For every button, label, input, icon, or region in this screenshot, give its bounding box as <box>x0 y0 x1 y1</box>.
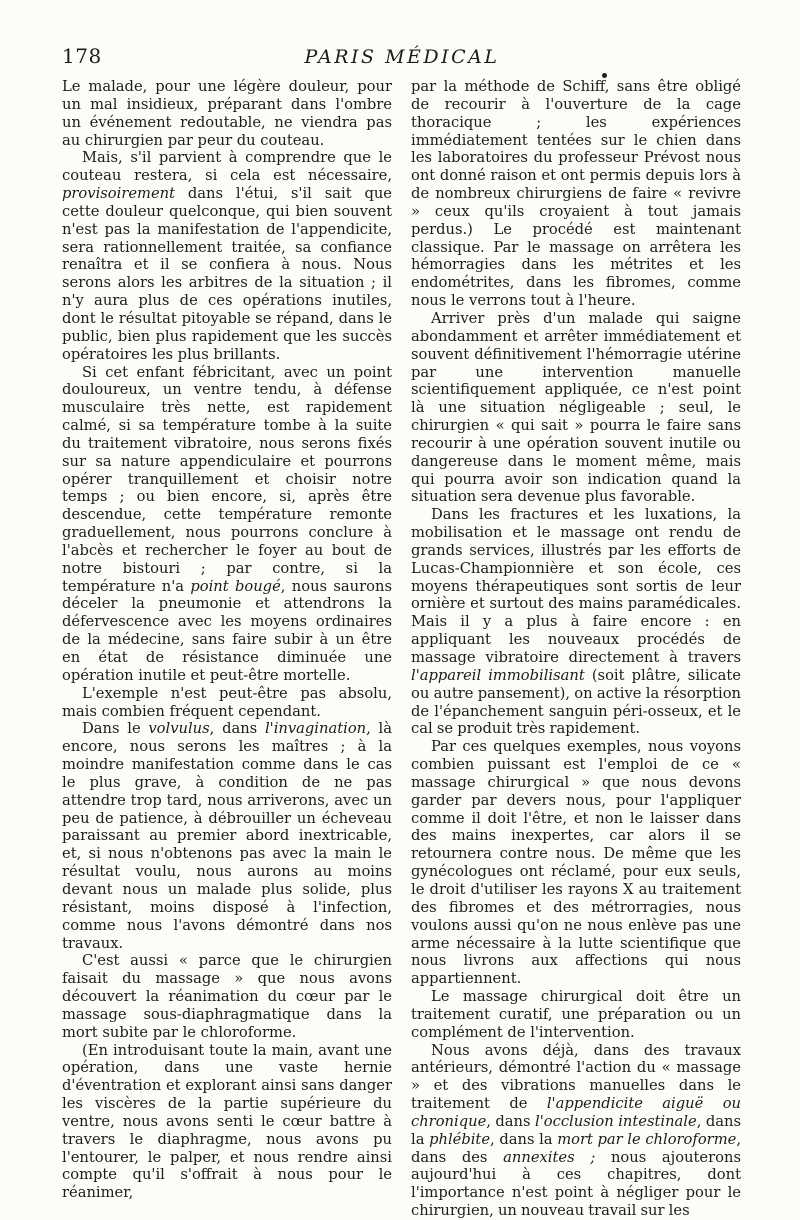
paragraph: Dans les fractures et les luxations, la mobilisation et le massage ont rendu de grands services, illustrés par les efforts de Lucas-Championnière et son école, ces moyens thérapeutiques sont sortis de leur ornière et surtout des mains paramédicales. Mais il y a plus à faire encore : en appliquant les nouveaux procédés de massage vibratoire directement à travers l'appareil immobilisant (soit plâtre, silicate ou autre pansement), on active la résorption de l'épanchement sanguin péri-osseux, et le cal se produit très rapidement. <box>411 506 741 738</box>
paragraph: L'exemple n'est peut-être pas absolu, mais combien fréquent cependant. <box>62 684 392 720</box>
italic-text: l'occlusion intestinale <box>535 1112 697 1130</box>
paragraph: Dans le volvulus, dans l'invagination, là encore, nous serons les maîtres ; à la moindre manifestation comme dans le cas le plus grave, à condition de ne pas attendre trop tard, nous arriverons, avec un peu de patience, à débrouiller un écheveau paraissant au premier abord inextricable, et, si nous n'obtenons pas avec la main le résultat voulu, nous aurons au moins devant nous un malade plus solide, plus résistant, moins disposé à l'infection, comme nous l'avons démontré dans nos travaux. <box>62 720 392 952</box>
italic-text: provisoirement <box>62 185 176 203</box>
running-title: PARIS MÉDICAL <box>304 46 500 68</box>
paragraph: C'est aussi « parce que le chirurgien faisait du massage » que nous avons découvert la réanimation du cœur par le massage sous-diaphragmatique dans la mort subite par le chloroforme. <box>62 952 392 1041</box>
italic-text: l'appendicite aiguë ou chronique <box>411 1095 741 1130</box>
italic-text: point bougé <box>190 577 281 595</box>
paragraph: Par ces quelques exemples, nous voyons combien puissant est l'emploi de ce « massage chirurgical » que nous devons garder par devers nous, pour l'appliquer comme il doit l'être, et non le laisser dans des mains inexpertes, car alors il se retournera contre nous. De même que les gynécologues ont réclamé, pour eux seuls, le droit d'utiliser les rayons X au traitement des fibromes et des métrorragies, nous voulons aussi qu'on ne nous enlève pas une arme nécessaire à la lutte scientifique que nous livrons aux affections qui nous appartiennent. <box>411 738 741 988</box>
italic-text: annexites ; <box>503 1148 596 1166</box>
right-column <box>411 78 741 1220</box>
paragraph: (En introduisant toute la main, avant une opération, dans une vaste hernie d'éventration et explorant ainsi sans danger les viscères de la partie supérieure du ventre, nous avons senti le cœur battre à travers le diaphragme, nous avons pu l'entourer, le palper, et nous rendre ainsi compte qu'il s'offrait à nous pour le réanimer, <box>62 1041 392 1202</box>
paragraph: Si cet enfant fébricitant, avec un point douloureux, un ventre tendu, à défense musculaire très nette, est rapidement calmé, si sa température tombe à la suite du traitement vibratoire, nous serons fixés sur sa nature appendiculaire et pourrons opérer tranquillement et choisir notre temps ; ou bien encore, si, après être descendue, cette température remonte graduellement, nous pourrons conclure à l'abcès et rechercher le foyer au bout de notre bistouri ; par contre, si la température n'a point bougé, nous saurons déceler la pneumonie et attendrons la défervescence avec les moyens ordinaires de la médecine, sans faire subir à un être en état de résistance diminuée une opération inutile et peut-être mortelle. <box>62 363 392 684</box>
page-number: 178 <box>62 44 102 68</box>
paragraph: Le malade, pour une légère douleur, pour un mal insidieux, préparant dans l'ombre un événement redoutable, ne viendra pas au chirurgien par peur du couteau. <box>62 78 392 149</box>
paragraph: Nous avons déjà, dans des travaux antérieurs, démontré l'action du « massage » et des vibrations manuelles dans le traitement de l'appendicite aiguë ou chronique, dans l'occlusion intestinale, dans la phlébite, dans la mort par le chloroforme, dans des annexites ; nous ajouterons aujourd'hui à ces chapitres, dont l'importance n'est point à négliger pour le chirurgien, un nouveau travail sur les <box>411 1041 741 1220</box>
italic-text: l'appareil immobilisant <box>411 666 585 684</box>
page-header <box>62 44 742 80</box>
paragraph: par la méthode de Schiff, sans être obligé de recourir à l'ouverture de la cage thoracique ; les expériences immédiatement tentées sur le chien dans les laboratoires du professeur Prévost nous ont donné raison et ont permis depuis lors à de nombreux chirurgiens de faire « revivre » ceux qu'ils croyaient à tout jamais perdus.) Le procédé est maintenant classique. Par le massage on arrêtera les hémorragies dans les métrites et les endométrites, dans les fibromes, comme nous le verrons tout à l'heure. <box>411 78 741 310</box>
left-column <box>62 78 392 1202</box>
italic-text: volvulus <box>148 720 210 738</box>
italic-text: mort par le chloroforme <box>557 1130 737 1148</box>
italic-text: phlébite <box>429 1130 491 1148</box>
paragraph: Mais, s'il parvient à comprendre que le couteau restera, si cela est nécessaire, provisoirement dans l'étui, s'il sait que cette douleur quelconque, qui bien souvent n'est pas la manifestation de l'appendicite, sera rationnellement traitée, sa confiance renaîtra et il se confiera à nous. Nous serons alors les arbitres de la situation ; il n'y aura plus de ces opérations inutiles, dont le résultat pitoyable se répand, dans le public, bien plus rapidement que les succès opératoires les plus brillants. <box>62 149 392 363</box>
paragraph: Arriver près d'un malade qui saigne abondamment et arrêter immédiatement et souvent définitivement l'hémorragie utérine par une intervention manuelle scientifiquement appliquée, ce n'est point là une situation négligeable ; seul, le chirurgien « qui sait » pourra le faire sans recourir à une opération souvent inutile ou dangereuse dans le moment même, mais qui pourra avoir son indication quand la situation sera devenue plus favorable. <box>411 309 741 506</box>
paragraph: Le massage chirurgical doit être un traitement curatif, une préparation ou un complément de l'intervention. <box>411 988 741 1041</box>
italic-text: l'invagination <box>264 720 367 738</box>
